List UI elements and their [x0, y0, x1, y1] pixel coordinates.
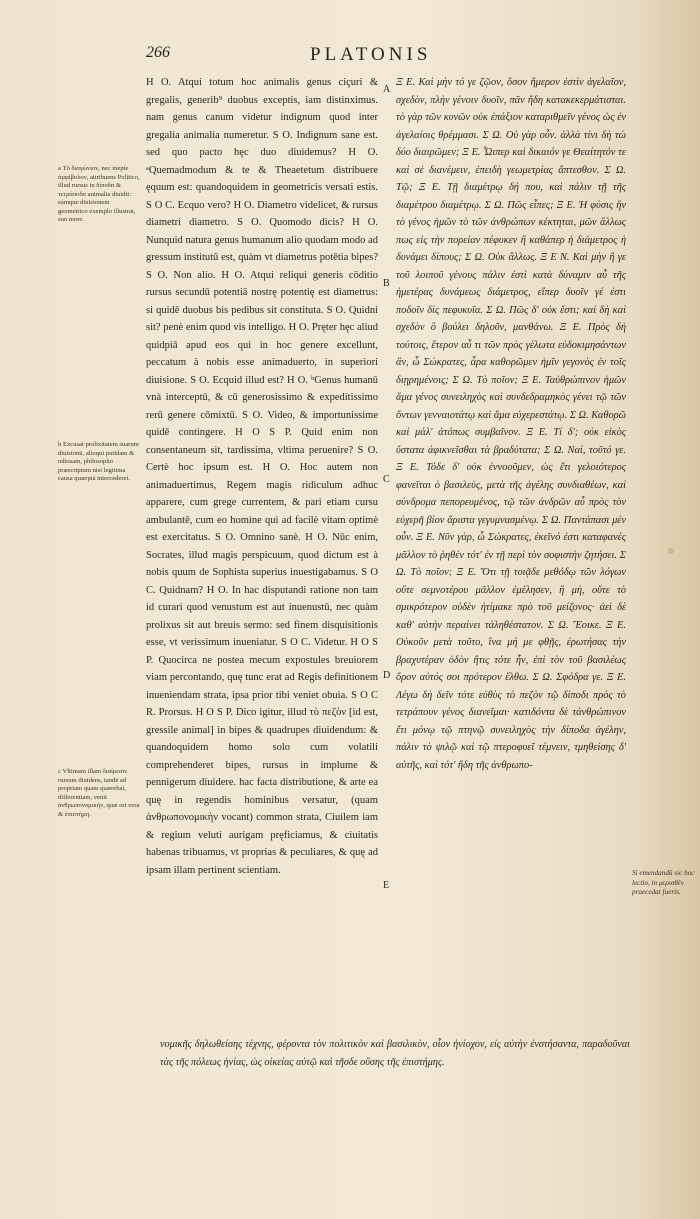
margin-note-c: c Vltimam illam διαίρεσιν rursum diuidens, tandē ad propriam quam quærebat, differentiam, venit ἀνθρωπονομικὴν, quæ est vera & ἐπιστήμη. [58, 768, 140, 818]
ink-spot [668, 548, 674, 554]
page-number: 266 [146, 44, 170, 61]
footer-greek-text: νομικῆς δηλωθείσης τέχνης, φέροντα τὸν πολιτικὸν καὶ βασιλικὸν, οἷον ἡνίοχον, εἰς αὐτὴν ἐνστήσαντα, παραδοῦναι τὰς τῆς πόλεως ἡνίας, ὡς οἰκείας αὐτῷ καὶ τῆσδε οὔσης τῆς ἐπιστήμης. [160, 1039, 630, 1068]
section-letter-e: E [383, 880, 390, 891]
greek-text: Ξ Ε. Καὶ μὴν τό γε ζῷον, ὅσον ἥμερον ἐστὶν ἀγελαῖον, σχεδὸν, πλὴν γένοιν δυοῖν, πᾶν ἤδη κατακεκερμάτισται. τὸ γὰρ τῶν κυνῶν οὐκ ἐπάξιον καταριθμεῖν γένος ὡς ἐν ἀγελαίοις θρέμμασι. Σ Ω. Οὐ γὰρ οὖν. ἀλλὰ τίνι δὴ τὼ δύο διαιρῶμεν; Ξ Ε. Ὧιπερ καὶ δικαιόν γε Θεαίτητόν τε καὶ σὲ διανέμειν, ἐπειδὴ γεωμετρίας ἅπτεσθον. Σ Ω. Τῷ; Ξ Ε. Τῇ διαμέτρῳ δή που, καὶ πάλιν τῇ τῆς διαμέτρου διαμέτρῳ. Σ Ω. Πῶς εἶπες; Ξ Ε. Ἡ φύσις ἣν τὸ γένος ἡμῶν τὸ τῶν ἀνθρώπων κέκτηται, μῶν ἄλλως πως εἰς τὴν πορείαν πέφυκεν ἢ καθάπερ ἡ διάμετρος ἡ δυνάμει δίπους; Σ Ω. Οὐκ ἄλλως. Ξ Ε Ν. Καὶ μὴν ἥ γε τοῦ λοιποῦ γένους πάλιν ἐστὶ κατὰ δύναμιν αὖ τῆς ἡμετέρας δυνάμεως διάμετρος, εἴπερ δυοῖν γέ ἐστι ποδοῖν δὶς πεφυκυῖα. Σ Ω. Πῶς δ' οὐκ ἔστι; καὶ δὴ καὶ σχεδὸν ὃ βούλει δηλοῦν, μανθάνω. Ξ Ε. Πρὸς δὴ τούτοις, ἕτερον αὖ τι τῶν πρὸς γέλωτα εὐδοκιμησάντων ἂν, ὦ Σώκρατες, ἆρα καθορῶμεν ἡμῖν γεγονὸς ἐν τοῖς διῃρημένοις; Σ Ω. Τὸ ποῖον; Ξ Ε. Ταὐθρώπινον ἡμῶν ἅμα γένος συνειληχὸς καὶ συνδεδραμηκὸς γένει τῷ τῶν ὄντων γενναιοτάτῳ καὶ ἅμα εὐχερεστάτῳ. Σ Ω. Καθορῶ καὶ μάλ' ἀτόπως συμβαῖνον. Ξ Ε. Τί δ'; οὐκ εἰκὸς ὕστατα ἀφικνεῖσθαι τὰ βραδύτατα; Σ Ω. Ναί, τοῦτό γε. Ξ Ε. Τόδε δ' οὐκ ἐννοοῦμεν, ὡς ἔτι γελοιότερος φανεῖται ὁ βασιλεὺς, μετὰ τῆς ἀγέλης συνδιαθέων, καὶ σύνδρομα πεπορευμένος, τῷ τῶν ἀνδρῶν αὖ πρὸς τὸν εὐχερῆ βίον ἄριστα γεγυμνασμένῳ. Σ Ω. Παντάπασι μὲν οὖν. Ξ Ε. Νῦν γὰρ, ὦ Σώκρατες, ἐκεῖνό ἐστι καταφανὲς μᾶλλον τὸ ῥηθὲν τότ' ἐν τῇ περὶ τὸν σοφιστὴν ζητήσει. Σ Ω. Τὸ ποῖον; Ξ Ε. Ὅτι τῇ τοιᾷδε μεθόδῳ τῶν λόγων οὔτε σεμνοτέρου μᾶλλον ἐμέλησεν, ἢ μὴ, οὔτε τὸ σμικρότερον οὐδὲν ἠτίμακε πρὸ τοῦ μείζονος· ἀεὶ δὲ καθ' αὑτὴν περαίνει τἀληθέστατον. Σ Ω. Ἔοικε. Ξ Ε. Οὐκοῦν μετὰ τοῦτο, ἵνα μή με φθῇς, ἐρωτήσας τὴν βραχυτέραν ὁδὸν ἥτις τότε ἦν, ἐπὶ τὸν τοῦ βασιλέως ὅρον αὐτός σοι πρότερον ἔλθω. Σ Ω. Σφόδρα γε. Ξ Ε. Λέγω δὴ δεῖν τότε εὐθὺς τὸ πεζὸν τῷ δίποδι πρὸς τὸ τετράπουν γένος διανεῖμαι· κατιδόντα δὲ τἀνθρώπινον ἔτι μόνῳ τῷ πτηνῷ συνειληχὸς τὴν δίποδα ἀγέλην, πάλιν τὸ ψιλῷ καὶ τῷ πτεροφυεῖ τέμνειν, τμηθείσης δ' αὐτῆς, καὶ τότ' ἤδη τῆς ἀνθρωπο- [396, 77, 626, 771]
latin-column [146, 74, 378, 879]
margin-note-a: a Τὸ διαγώνιον, nec inepte ἀμφίβολον, attribuens Politico, illud rursus in δίποδα & τετράποδα animalia diuidit: eámque diuisionem geometrico exemplo illustrat, suo more. [58, 165, 140, 223]
section-letter-d: D [383, 670, 391, 681]
margin-note-right: Si emendandū sic hoc lectio, in μερισθὲν praecedat fueris. [632, 869, 695, 896]
section-letter-c: C [383, 474, 390, 485]
margin-note-b: b Excusat prolixitatem suarum diuisionū, alioqui putidam & odiosam, philosopho præscriptum nisi legitima causa quærpiá intercederet. [58, 441, 139, 482]
section-letter-a: A [383, 84, 391, 95]
latin-text: H O. Atqui totum hoc animalis genus ciçuri & gregalis, generib⁹ duobus exceptis, iam distinximus. nam genus canum videtur indignum quod inter gregalia animalia numeretur. S O. Indignum sane est. sed quo pacto hęc duo diuidemus? H O. ᵃQuemadmodum & te & Theaetetum distribuere ęquum est: quandoquidem in geometricis versati estis. S O C. Ecquo vero? H O. Diametro videlicet, & rursus diametri diametro. S O. Quomodo dicis? H O. Nunquid natura genus humanum alio quodam modo ad gressum institutū est, quàm vt diametrus potētia bipes? S O. Non alio. H O. Atqui reliqui generis cōditio rursus secundū potentiā nostrę potentię est diametrus: si quidē duobus bis pedibus sit constituta. S O. Quidni sit? penè enim quod vis intelligo. H O. Pręter hęc aliud quidpiā apud eos qui in hoc genere excellunt, peccatum à nobis esse animaduerto, in superiori diuisione. S O. Ecquid illud est? H O. ᵇGenus humanū vnà interceptū, & cū generosissimo & expeditissimo rerū genere cōmixtū. S O. Video, & importunissime quidē contingere. H O S P. Quid enim non consentaneum sit, tardissima, vltima peruenire? S O. Certè hoc ipsum est. H O. Hoc autem non animaduertimus, Regem magis ridiculum adhuc apparere, cum grege currentem, & pari etiam cursu ambulantē, cum eo homine qui ad facilè vitam optimè est exercitatus. S O. Omnino sanè. H O. Nūc enim, Socrates, illud magis perspicuum, quod dictum est à nobis quum de Sophista superius inuestigabamus. S O C. Quidnam? H O. In hac disputandi ratione non tam id curari quod venustum est aut inuenustū, nec quàm prolixus sit aut breuis sermo: sed finem disquisitionis esse, vt verissimum inueniatur. S O C. Videtur. H O S P. Quocirca ne postea mecum expostules breuiorem viam percontando, quę tunc erat ad Regis definitionem inueniendam strata, ipsa prior tibi veniet obuia. S O C R. Prorsus. H O S P. Dico igitur, illud τὸ πεζὸν [id est, gressile animal] in bipes & quadrupes diuidendum: & quandoquidem homo solo cum volatili comprehenderet bipes, rursus in implume & pennigerum diuidere. hac facta distributione, & arte ea quę in regendis hominibus versatur, (quam ἀνθρωπονομικὴν vocant) common strata, Ciuilem iam & regium veluti aurigam pręficiamus, & ciuitatis habenas tribuamus, vt proprias & peculiares, & quę ad ipsam illam pertinent scientiam. [146, 77, 378, 876]
running-head: PLATONIS [310, 44, 432, 65]
section-letter-b: B [383, 278, 390, 289]
greek-column [396, 74, 626, 774]
